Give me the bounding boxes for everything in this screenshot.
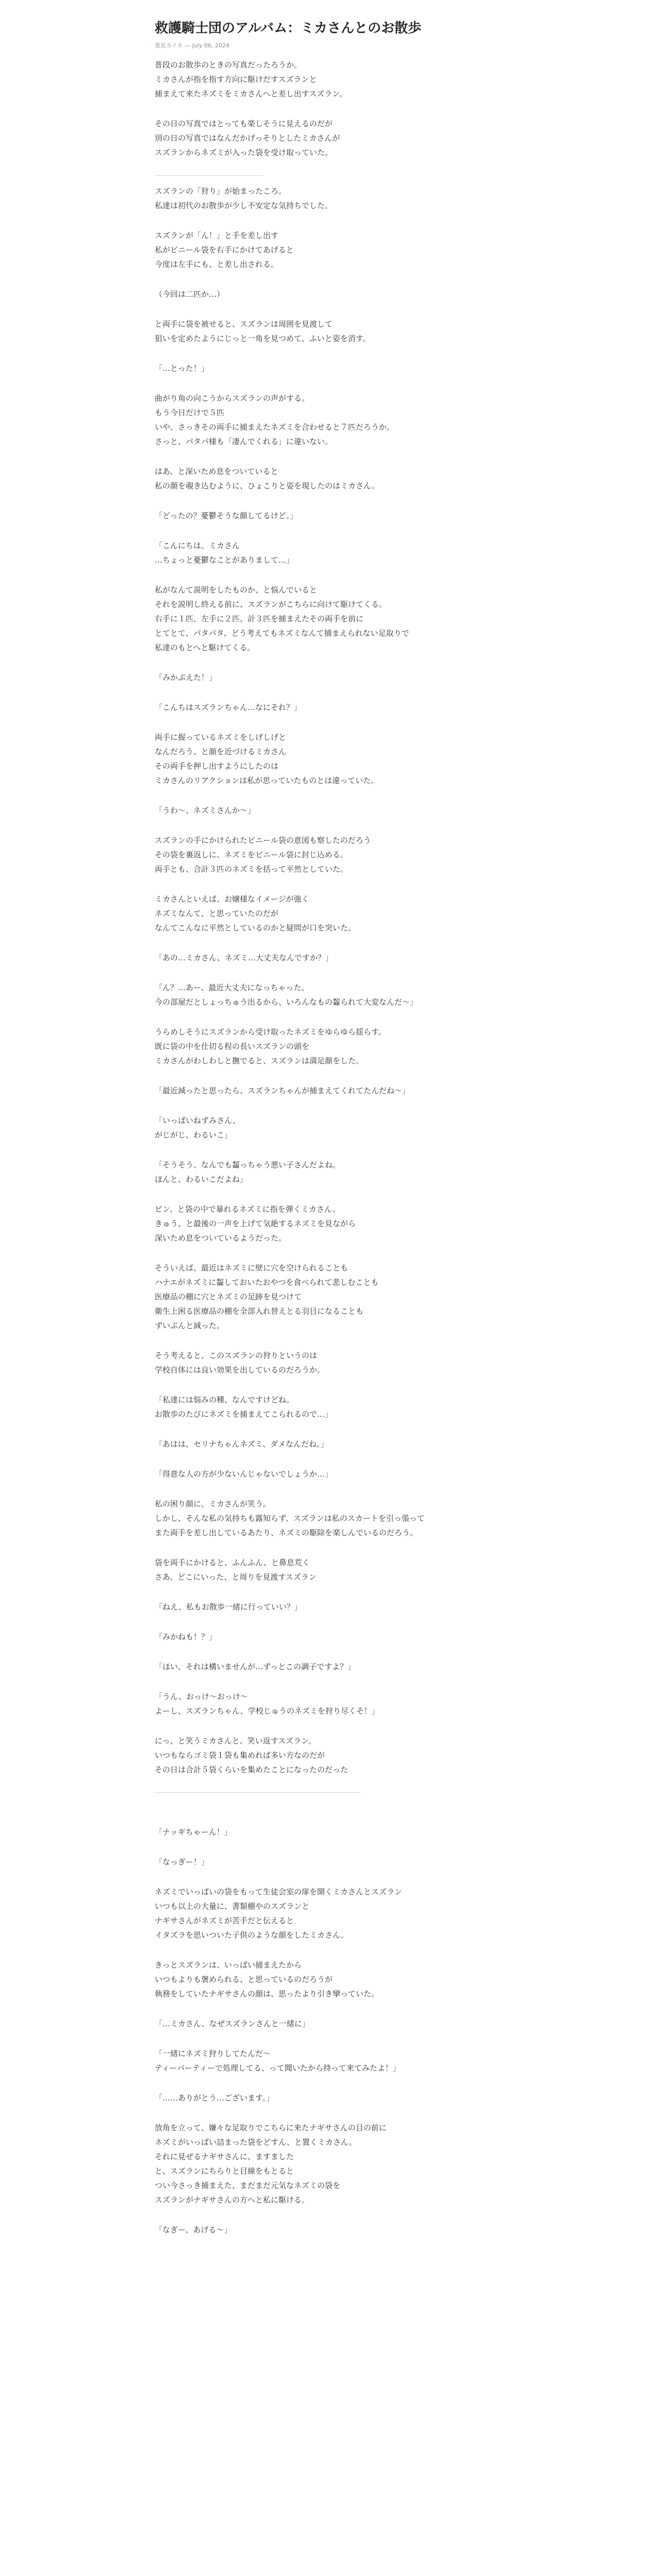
paragraph-line: その日は合計５袋くらいを集めたことになったのだった xyxy=(155,1765,349,1774)
paragraph xyxy=(155,980,516,1009)
paragraph-line: よーし、スズランちゃん、学校じゅうのネズミを狩り尽くそ！」 xyxy=(155,1706,379,1716)
paragraph xyxy=(155,583,516,655)
paragraph-line: 「ねえ、私もお散歩一緒に行っていい？」 xyxy=(155,1602,302,1612)
paragraph-line: いつも以上の大量に、書類棚やのスズランと xyxy=(155,1902,310,1911)
paragraph-line: 曲がり角の向こうからスズランの声がする。 xyxy=(155,394,310,403)
paragraph-line: とてとて、パタパタ、どう考えてもネズミなんて捕まえられない足取りで xyxy=(155,629,409,638)
paragraph-line: 「うん、おっけ〜おっけ〜 xyxy=(155,1692,248,1701)
paragraph-line: 「こんにちは、ミカさん xyxy=(155,541,240,550)
paragraph xyxy=(155,1025,516,1068)
paragraph-line: 「ナッギちゃーん！」 xyxy=(155,1827,232,1837)
paragraph xyxy=(155,1261,516,1333)
paragraph xyxy=(155,1555,516,1584)
author-link[interactable]: 黒炭カイネ xyxy=(155,42,183,49)
section-divider xyxy=(155,175,263,176)
paragraph-line: 「どったの？憂鬱そうな顔してるけど。」 xyxy=(155,511,298,520)
paragraph-line: 「みかねも！？」 xyxy=(155,1632,217,1641)
paragraph-line: 「最近減ったと思ったら、スズランちゃんが捕まえてくれてたんだね〜」 xyxy=(155,1086,410,1095)
paragraph-line: はあ、と深いため息をついていると xyxy=(155,467,278,476)
paragraph-line: その日の写真ではとっても楽しそうに見えるのだが xyxy=(155,119,333,128)
paragraph-line: 「……ありがとう…ございます。」 xyxy=(155,2093,274,2103)
paragraph-line: また両手を差し出しているあたり、ネズミの駆除を楽しんでいるのだろう。 xyxy=(155,1528,418,1537)
paragraph-line: うらめしそうにスズランから受け取ったネズミをゆらゆら揺らす。 xyxy=(155,1027,386,1037)
paragraph-line: ネズミがいっぱい詰まった袋をどすん、と置くミカさん。 xyxy=(155,2138,357,2147)
paragraph-line: なんだろう、と顔を近づけるミカさん xyxy=(155,747,287,756)
post-date: July 06, 2024 xyxy=(192,42,229,49)
paragraph-line: 両手とも、合計３匹のネズミを括って平然としていた。 xyxy=(155,865,349,874)
paragraph-line: ピン、と袋の中で暴れるネズミに指を弾くミカさん。 xyxy=(155,1205,340,1214)
paragraph-line: 私がなんて説明をしたものか、と悩んでいると xyxy=(155,585,318,595)
paragraph-line: しかし、そんな私の気持ちも露知らず、スズランは私のスカートを引っ張って xyxy=(155,1514,425,1523)
paragraph-line: 私達のもとへと駆けてくる。 xyxy=(155,643,255,652)
paragraph-line: 「得意な人の方が少ないんじゃないでしょうか…」 xyxy=(155,1469,333,1479)
paragraph xyxy=(155,184,516,213)
paragraph-line: ほんと、わるいこだよね」 xyxy=(155,1175,248,1184)
paragraph xyxy=(155,892,516,935)
paragraph-line: 医療品の棚に穴とネズミの足跡を見つけて xyxy=(155,1292,302,1301)
paragraph-line: 両手に握っているネズミをしげしげと xyxy=(155,733,287,742)
article xyxy=(155,20,516,2252)
paragraph-line: と、スズランにちらりと目線をもとると xyxy=(155,2166,294,2176)
paragraph-line: ナギサさんがネズミが苦手だと伝えると xyxy=(155,1916,294,1925)
paragraph-line: スズランがナギサさんの方へと私に駆ける。 xyxy=(155,2195,310,2205)
paragraph xyxy=(155,287,516,301)
paragraph-line: 放角を立って、嫌々な足取りでこちらに来たナギサさんの目の前に xyxy=(155,2123,387,2132)
paragraph-line: 学校自体には良い効果を出しているのだろうか。 xyxy=(155,1365,325,1375)
paragraph-line: 「うわ〜、ネズミさんか〜」 xyxy=(155,806,256,815)
paragraph xyxy=(155,361,516,376)
paragraph xyxy=(155,509,516,523)
paragraph-line: 「私達には悩みの種、なんですけどね。 xyxy=(155,1395,294,1404)
paragraph xyxy=(155,2223,516,2237)
meta-separator: — xyxy=(185,42,192,49)
paragraph-line: 捕まえて来たネズミをミカさんへと差し出すスズラン。 xyxy=(155,89,347,98)
paragraph-line: 衛生上困る医療品の棚を全部入れ替えとる羽目になることも xyxy=(155,1307,364,1316)
paragraph-line: いつもよりも褒められる、と思っているのだろうが xyxy=(155,1975,333,1984)
paragraph-line: 「あはは、セリナちゃんネズミ、ダメなんだね。」 xyxy=(155,1439,328,1449)
paragraph-line: 「一緒にネズミ狩りしてたんだ〜 xyxy=(155,2049,271,2058)
paragraph-line: 普段のお散歩のときの写真だったろうか。 xyxy=(155,60,302,70)
paragraph xyxy=(155,2091,516,2105)
paragraph-line: そう考えると、このスズランの狩りというのは xyxy=(155,1351,318,1360)
paragraph-line: ティーパーティーで処理してる、って聞いたから持って来てみたよ！」 xyxy=(155,2063,401,2073)
paragraph-line: ミカさんがわしわしと撫でると、スズランは満足顔をした。 xyxy=(155,1056,364,1065)
paragraph xyxy=(155,1689,516,1718)
paragraph-line: さっと、パタパ様も「凄んでくれる」に違いない。 xyxy=(155,437,333,446)
page-title: 救護騎士団のアルバム：ミカさんとのお散歩 xyxy=(155,21,422,36)
paragraph-line: 今度は左手にも、と差し出される。 xyxy=(155,260,279,269)
paragraph-line: 「ほい、それは構いませんが…ずっとこの調子ですよ？」 xyxy=(155,1662,356,1671)
paragraph xyxy=(155,1497,516,1540)
paragraph xyxy=(155,1825,516,1839)
paragraph xyxy=(155,670,516,685)
paragraph xyxy=(155,2121,516,2207)
paragraph-line: ミカさんが指を指す方向に駆けだすスズランと xyxy=(155,75,317,84)
paragraph-line: なんてこんなに平然としているのかと疑問が口を突いた。 xyxy=(155,923,356,933)
paragraph-line: ずいぶんと減った。 xyxy=(155,1321,225,1330)
paragraph xyxy=(155,1158,516,1187)
paragraph-line: ミカさんのリアクションは私が思っていたものとは違っていた。 xyxy=(155,776,379,785)
paragraph xyxy=(155,538,516,567)
paragraph-line: 私がビニール袋を右手にかけてあげると xyxy=(155,245,294,255)
paragraph-line: その袋を裏返しに、ネズミをビニール袋に封じ込める。 xyxy=(155,850,348,859)
paragraph-line: 「みかぷえた！」 xyxy=(155,673,217,682)
paragraph xyxy=(155,391,516,449)
paragraph xyxy=(155,730,516,788)
paragraph xyxy=(155,1885,516,1942)
paragraph xyxy=(155,951,516,965)
paragraph-line: もう今日だけで５匹 xyxy=(155,408,225,417)
paragraph xyxy=(155,228,516,272)
paragraph xyxy=(155,1083,516,1098)
paragraph xyxy=(155,833,516,876)
paragraph-line: それに見ぜるナギサさんに、ますました xyxy=(155,2152,294,2161)
paragraph xyxy=(155,1630,516,1644)
paragraph xyxy=(155,1202,516,1245)
paragraph-line: その両手を押し出すようにしたのは xyxy=(155,761,279,771)
paragraph-line: 「…ミカさん、なぜスズランさんと一緒に」 xyxy=(155,2019,310,2028)
paragraph xyxy=(155,1734,516,1777)
paragraph-line: 「…とった！」 xyxy=(155,364,209,373)
paragraph-line: と両手に袋を被せると、スズランは周囲を見渡して xyxy=(155,319,333,329)
paragraph-line: ハナエがネズミに齧しておいたおやつを食べられて悲しむことも xyxy=(155,1278,379,1287)
paragraph xyxy=(155,803,516,818)
article-body xyxy=(155,58,516,2237)
paragraph-line: …ちょっと憂鬱なことがありまして…」 xyxy=(155,555,294,565)
paragraph xyxy=(155,116,516,160)
paragraph-line: 「あの…ミカさん、ネズミ…大丈夫なんですか？」 xyxy=(155,953,333,962)
paragraph-line: ネズミなんて、と思っていたのだが xyxy=(155,909,278,918)
paragraph-line: 私達は初代のお散歩が少し不安定な気持ちでした。 xyxy=(155,201,333,210)
paragraph-line: 右手に１匹、左手に２匹、計３匹を捕まえたその両手を前に xyxy=(155,614,364,623)
paragraph-line: いや、さっきその両手に捕まえたネズミを合わせると７匹だろうか。 xyxy=(155,422,394,432)
paragraph-line: （今回は二匹か…） xyxy=(155,290,225,299)
paragraph-line: つい今さっき捕まえた、まだまだ元気なネズミの袋を xyxy=(155,2181,341,2190)
paragraph xyxy=(155,1958,516,2001)
paragraph-line: 「なぎー、あげる〜」 xyxy=(155,2225,232,2234)
paragraph-line: ミカさんといえば、お嬢様なイメージが強く xyxy=(155,894,309,904)
paragraph-line: にっ、と笑うミカさんと、笑い返すスズラン。 xyxy=(155,1736,316,1745)
paragraph-line: さあ、どこにいった、と周りを見渡すスズラン xyxy=(155,1572,317,1582)
paragraph-line: スズランの「狩り」が始まったころ。 xyxy=(155,187,287,196)
paragraph-line: そういえば、最近はネズミに壁に穴を空けられることも xyxy=(155,1263,349,1273)
paragraph xyxy=(155,1348,516,1377)
paragraph xyxy=(155,464,516,493)
paragraph-line: 今の部屋だとしょっちゅう出るから、いろんなもの齧られて大変なんだ〜」 xyxy=(155,997,418,1007)
paragraph-line: がじがじ、わるいこ」 xyxy=(155,1130,233,1140)
paragraph-line: いつもならゴミ袋１袋も集めれば多い方なのだが xyxy=(155,1751,325,1760)
paragraph-line: イタズラを思いついた子供のような顔をしたミカさん。 xyxy=(155,1930,349,1940)
paragraph-line: 既に袋の中を仕切る程の長いスズランの頭を xyxy=(155,1042,310,1051)
paragraph xyxy=(155,1437,516,1451)
paragraph xyxy=(155,2046,516,2075)
paragraph xyxy=(155,1600,516,1614)
paragraph-line: 「そうそう、なんでも齧っちゃう悪い子さんだよね。 xyxy=(155,1160,341,1170)
paragraph-line: きゅう、と最後の一声を上げて気絶するネズミを見ながら xyxy=(155,1219,356,1228)
paragraph xyxy=(155,1467,516,1481)
paragraph xyxy=(155,2016,516,2031)
paragraph-line: スズランが「ん！」と手を差し出す xyxy=(155,231,279,240)
paragraph xyxy=(155,317,516,346)
paragraph-line: 「いっぱいねずみさん、 xyxy=(155,1116,240,1125)
paragraph xyxy=(155,1393,516,1421)
post-meta xyxy=(155,41,516,49)
paragraph-line: 執務をしていたナギサさんの顔は、思ったより引き攣っていた。 xyxy=(155,1989,379,1998)
section-divider xyxy=(155,1792,361,1793)
paragraph-line: 狙いを定めたようにじっと一角を見つめて、ふいと姿を消す。 xyxy=(155,334,371,343)
paragraph-line: きっとスズランは、いっぱい捕まえたから xyxy=(155,1960,302,1970)
paragraph-line: 別の日の写真ではなんだかげっそりとしたミカさんが xyxy=(155,133,340,143)
paragraph-line: スズランからネズミが入った袋を受け取っていた。 xyxy=(155,148,333,157)
paragraph-line: 「こんちはスズランちゃん…なにそれ？」 xyxy=(155,703,302,712)
paragraph-line: ネズミでいっぱいの袋をもって生徒会室の扉を開くミカさんとスズラン xyxy=(155,1887,403,1896)
paragraph xyxy=(155,1659,516,1674)
paragraph-line: 「ん？…あー、最近大丈夫になっちゃった。 xyxy=(155,983,309,992)
paragraph-line: スズランの手にかけられたビニール袋の意図も察したのだろう xyxy=(155,836,371,845)
paragraph xyxy=(155,58,516,101)
paragraph-line: お散歩のたびにネズミを捕まえてこられるので…」 xyxy=(155,1410,333,1419)
paragraph-line: 私の困り顔に、ミカさんが笑う。 xyxy=(155,1499,271,1509)
paragraph-line: 袋を両手にかけると、ふんふん、と鼻息荒く xyxy=(155,1558,310,1567)
paragraph-line: 深いため息をついているようだった。 xyxy=(155,1233,287,1243)
paragraph-line: それを説明し終える前に、スズランがこちらに向けて駆けてくる。 xyxy=(155,600,387,609)
paragraph xyxy=(155,700,516,715)
paragraph-line: 私の顔を覗き込むように、ひょこりと姿を現したのはミカさん。 xyxy=(155,481,379,490)
paragraph-line: 「なっぎー！」 xyxy=(155,1857,209,1867)
paragraph xyxy=(155,1855,516,1869)
paragraph xyxy=(155,1113,516,1142)
